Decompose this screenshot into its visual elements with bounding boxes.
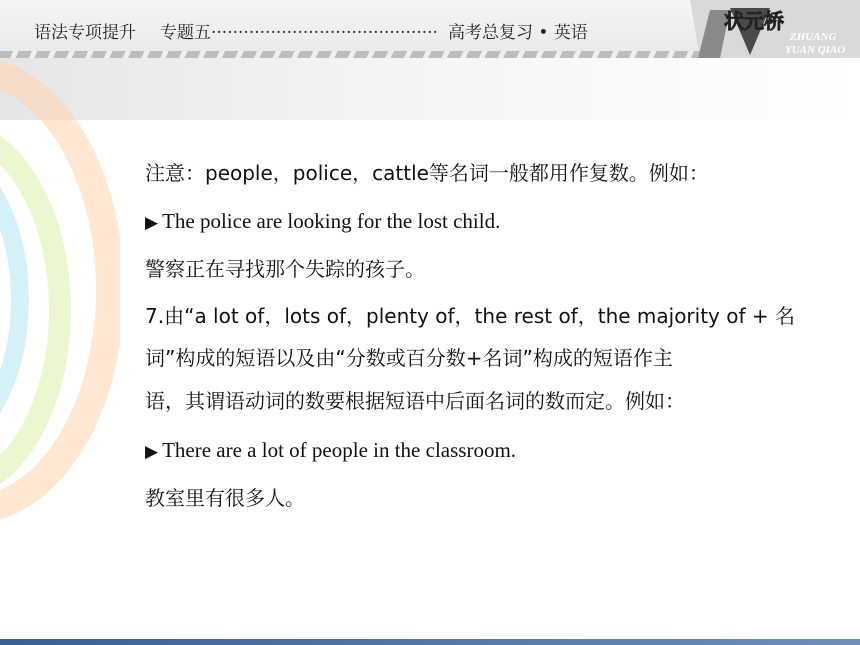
svg-text:ZHUANG: ZHUANG [790, 31, 837, 43]
translation-1: 警察正在寻找那个失踪的孩子。 [145, 257, 425, 281]
rule-line-3: 语，其谓语动词的数要根据短语中后面名词的数而定。例如： [145, 389, 685, 413]
rule-line-1: 7.由“a lot of，lots of，plenty of，the rest of，the majority of + 名 [145, 304, 795, 328]
header-topic: 专题五 [160, 23, 211, 43]
header-course: 高考总复习 • 英语 [447, 23, 588, 43]
header-title [34, 23, 588, 43]
translation-2: 教室里有很多人。 [145, 486, 305, 510]
rule-line-2: 词”构成的短语以及由“分数或百分数+名词”构成的短语作主 [145, 346, 673, 370]
example-sentence-1 [145, 208, 500, 236]
svg-text:YUAN QIAO: YUAN QIAO [785, 44, 846, 56]
svg-text:状元桥: 状元桥 [724, 9, 784, 33]
example-sentence-2 [145, 437, 516, 465]
example-text-2: There are a lot of people in the classroom. [162, 438, 517, 462]
example-text-1: The police are looking for the lost child. [162, 209, 501, 233]
slide-header [0, 0, 860, 58]
header-dots: ·········································· [211, 23, 438, 43]
zhuangyuanqiao-logo [690, 0, 860, 58]
footer-bar [0, 639, 860, 645]
triangle-bullet-icon: ▶ [145, 213, 159, 233]
decorative-band [0, 58, 860, 120]
header-section: 语法专项提升 [34, 23, 136, 43]
note-line: 注意：people，police，cattle等名词一般都用作复数。例如： [145, 161, 709, 185]
triangle-bullet-icon: ▶ [145, 442, 159, 462]
decorative-swirl [0, 60, 120, 520]
